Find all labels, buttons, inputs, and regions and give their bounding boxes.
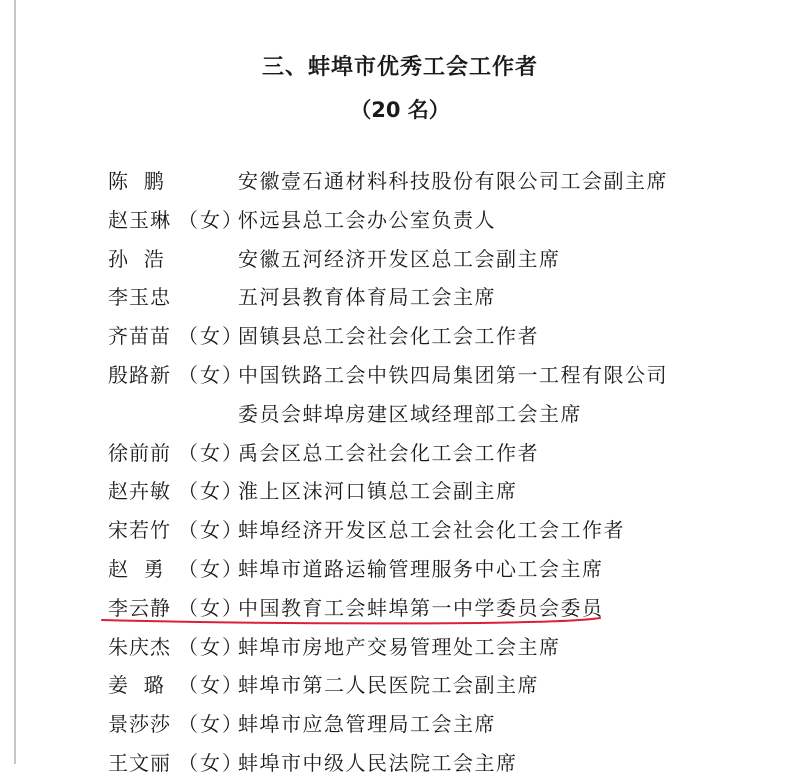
awardee-organization: 中国铁路工会中铁四局集团第一工程有限公司 [238,362,668,387]
list-item [108,472,708,511]
awardee-name: 朱庆杰 [108,634,171,659]
awardee-organization: 怀远县总工会办公室负责人 [238,207,496,232]
awardee-organization: 安徽五河经济开发区总工会副主席 [238,246,561,271]
gender-tag: （女） [178,673,244,698]
list-item-continuation [108,395,708,434]
awardee-organization: 蚌埠市房地产交易管理处工会主席 [238,634,561,659]
awardee-name: 陈 鹏 [108,169,165,193]
awardee-organization: 蚌埠市中级人民法院工会主席 [238,750,518,775]
gender-tag: （女） [178,440,244,465]
list-item [108,705,708,744]
list-item [108,278,708,317]
gender-tag: （女） [178,595,244,620]
awardee-organization: 固镇县总工会社会化工会工作者 [238,324,539,349]
list-item [108,666,708,705]
awardee-name: 徐前前 [108,440,171,465]
gender-tag: （女） [178,634,244,659]
awardee-name: 齐苗苗 [108,324,171,349]
awardee-organization: 禹会区总工会社会化工会工作者 [238,440,539,465]
awardee-organization: 蚌埠市第二人民医院工会副主席 [238,673,539,698]
awardee-name: 赵 勇 [108,556,165,581]
awardee-name: 宋若竹 [108,518,171,543]
awardee-name: 李云静 [108,595,171,620]
awardee-name: 景莎莎 [108,712,171,737]
list-item [108,240,708,279]
awardee-organization: 安徽壹石通材料科技股份有限公司工会副主席 [238,169,668,193]
gender-tag: （女） [178,750,244,775]
awardee-organization: 淮上区沫河口镇总工会副主席 [238,479,518,504]
awardee-organization: 中国教育工会蚌埠第一中学委员会委员 [238,595,604,620]
awardee-organization: 五河县教育体育局工会主席 [238,285,496,310]
awardee-name: 孙 浩 [108,246,165,271]
red-underline-annotation [100,614,602,628]
section-title: 三、蚌埠市优秀工会工作者 [261,55,538,80]
list-item [108,317,708,356]
gender-tag: （女） [178,362,244,387]
gender-tag: （女） [178,556,244,581]
gender-tag: （女） [178,712,244,737]
awardee-name: 王文丽 [108,750,171,775]
awardee-organization: 蚌埠市道路运输管理服务中心工会主席 [238,556,604,581]
awardee-organization: 蚌埠经济开发区总工会社会化工会工作者 [238,518,625,543]
awardee-organization: 委员会蚌埠房建区域经理部工会主席 [238,401,582,426]
list-item [108,201,708,240]
awardee-name: 殷路新 [108,362,171,387]
list-item [108,628,708,667]
awardee-name: 赵玉琳 [108,207,171,232]
list-item [108,356,708,395]
list-item [108,162,708,201]
awardee-name: 赵卉敏 [108,479,171,504]
gender-tag: （女） [178,479,244,504]
section-subtitle: （20 名） [350,98,450,122]
gender-tag: （女） [178,207,244,232]
gender-tag: （女） [178,518,244,543]
list-item [108,434,708,473]
awardee-name: 姜 璐 [108,673,165,698]
list-item [108,511,708,550]
awardee-organization: 蚌埠市应急管理局工会主席 [238,712,496,737]
awardee-list [108,162,708,783]
list-item [108,550,708,589]
gender-tag: （女） [178,324,244,349]
list-item [108,744,708,783]
awardee-name: 李玉忠 [108,285,171,310]
